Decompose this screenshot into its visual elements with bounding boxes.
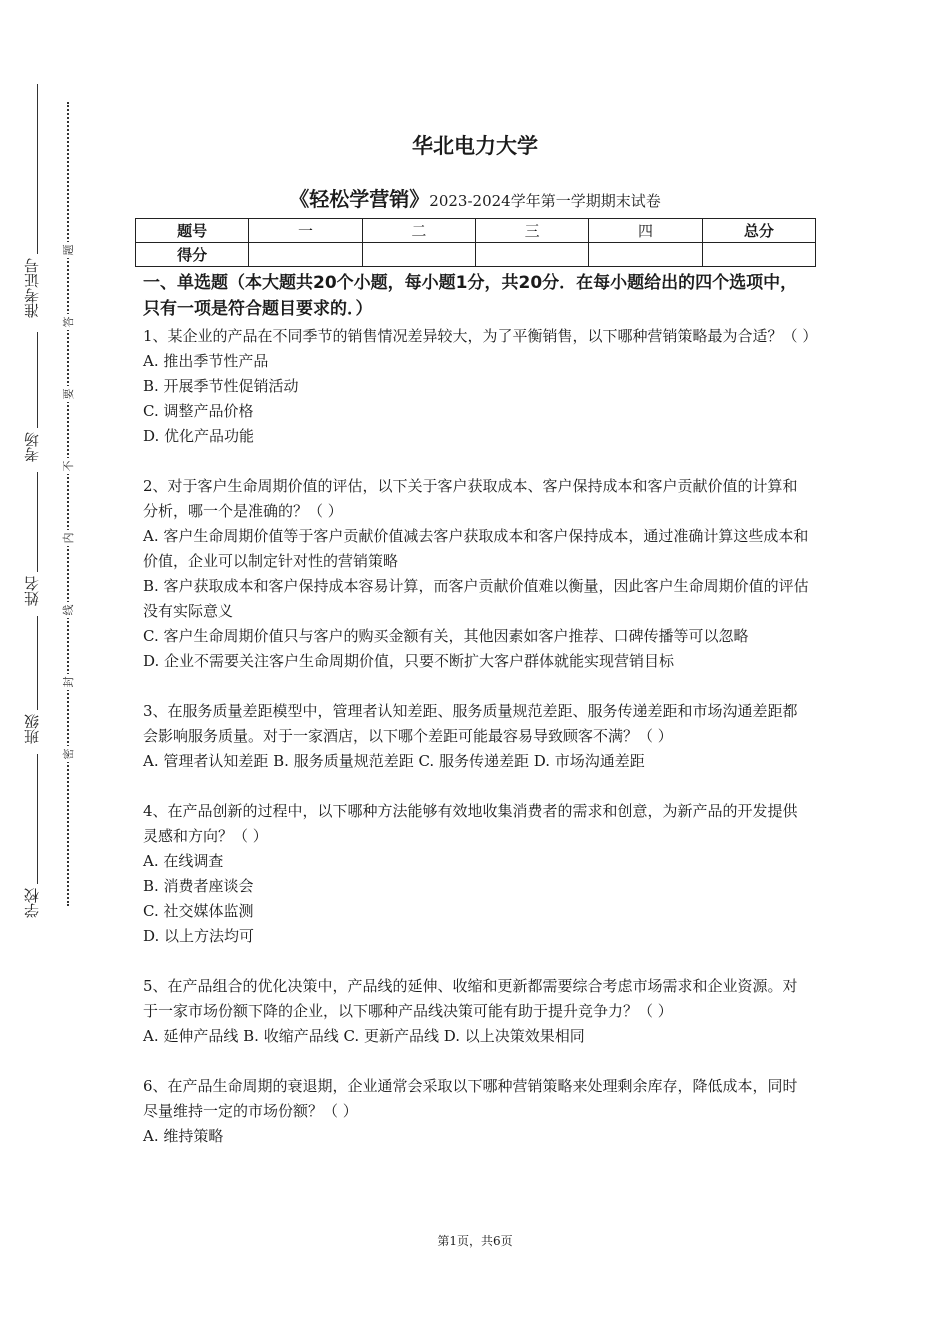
score-input-cell[interactable] bbox=[249, 243, 362, 267]
name-label-text: 姓名 bbox=[22, 576, 41, 606]
seal-dotted-line bbox=[67, 102, 69, 906]
question-option: A. 维持策略 bbox=[143, 1127, 224, 1145]
score-cell: 二 bbox=[362, 219, 475, 243]
room-label-text: 考场 bbox=[22, 432, 41, 462]
class-label bbox=[22, 714, 42, 744]
question-stem: 1、某企业的产品在不同季节的销售情况差异较大，为了平衡销售，以下哪种营销策略最为合适？（ ） bbox=[143, 327, 818, 345]
score-input-cell[interactable] bbox=[475, 243, 588, 267]
exam-term: 2023-2024学年第一学期期末试卷 bbox=[429, 192, 661, 210]
question-option: A. 在线调查 bbox=[143, 852, 224, 870]
question-option: D. 优化产品功能 bbox=[143, 427, 255, 445]
page-footer: 第1页，共6页 bbox=[437, 1234, 513, 1248]
exam-subtitle bbox=[0, 183, 950, 212]
course-name: 《轻松学营销》 bbox=[289, 187, 430, 211]
score-table bbox=[135, 218, 816, 267]
question-option: C. 客户生命周期价值只与客户的购买金额有关，其他因素如客户推荐、口碑传播等可以忽略 bbox=[143, 627, 749, 645]
spacer bbox=[143, 949, 811, 974]
seal-char: 题 bbox=[60, 242, 76, 258]
name-label bbox=[22, 576, 42, 606]
question-option: D. 以上方法均可 bbox=[143, 927, 255, 945]
question-stem: 4、在产品创新的过程中，以下哪种方法能够有效地收集消费者的需求和创意，为新产品的开发提供灵感和方向？（ ） bbox=[143, 802, 798, 845]
question-stem: 6、在产品生命周期的衰退期，企业通常会采取以下哪种营销策略来处理剩余库存，降低成本，同时尽量维持一定的市场份额？（ ） bbox=[143, 1077, 798, 1120]
question bbox=[143, 474, 811, 674]
question-stem: 3、在服务质量差距模型中，管理者认知差距、服务质量规范差距、服务传递差距和市场沟通差距都会影响服务质量。对于一家酒店，以下哪个差距可能最容易导致顾客不满？（ ） bbox=[143, 702, 798, 745]
question-option: B. 客户获取成本和客户保持成本容易计算，而客户贡献价值难以衡量，因此客户生命周期价值的评估没有实际意义 bbox=[143, 577, 809, 620]
question-option: B. 消费者座谈会 bbox=[143, 877, 254, 895]
question-stem: 5、在产品组合的优化决策中，产品线的延伸、收缩和更新都需要综合考虑市场需求和企业资源。对于一家市场份额下降的企业，以下哪种产品线决策可能有助于提升竞争力？（ ） bbox=[143, 977, 798, 1020]
binding-line bbox=[37, 472, 38, 572]
question-option: C. 社交媒体监测 bbox=[143, 902, 254, 920]
score-input-cell[interactable] bbox=[362, 243, 475, 267]
score-input-cell[interactable] bbox=[589, 243, 702, 267]
question-option: C. 调整产品价格 bbox=[143, 402, 254, 420]
question-stem: 2、对于客户生命周期价值的评估，以下关于客户获取成本、客户保持成本和客户贡献价值的计算和分析，哪一个是准确的？（ ） bbox=[143, 477, 798, 520]
question-option: A. 管理者认知差距 B. 服务质量规范差距 C. 服务传递差距 D. 市场沟通差距 bbox=[143, 752, 645, 770]
score-input-cell[interactable] bbox=[702, 243, 815, 267]
score-table-header-row bbox=[136, 219, 816, 243]
spacer bbox=[143, 1049, 811, 1074]
seal-char: 要 bbox=[60, 386, 76, 402]
score-cell: 四 bbox=[589, 219, 702, 243]
question bbox=[143, 324, 818, 449]
seal-char: 不 bbox=[60, 458, 76, 474]
question-option: D. 企业不需要关注客户生命周期价值，只要不断扩大客户群体就能实现营销目标 bbox=[143, 652, 675, 670]
binding-line bbox=[37, 332, 38, 428]
question bbox=[143, 699, 811, 774]
score-cell: 一 bbox=[249, 219, 362, 243]
school-label bbox=[22, 888, 42, 918]
exam-content bbox=[143, 270, 818, 1149]
class-label-text: 班级 bbox=[22, 714, 41, 744]
seal-char: 线 bbox=[60, 602, 76, 618]
university-title: 华北电力大学 bbox=[412, 134, 538, 158]
question-option: A. 推出季节性产品 bbox=[143, 352, 269, 370]
seal-char: 答 bbox=[60, 314, 76, 330]
seal-char: 封 bbox=[60, 674, 76, 690]
spacer bbox=[143, 774, 811, 799]
binding-line bbox=[37, 84, 38, 254]
score-cell: 得分 bbox=[136, 243, 249, 267]
score-cell: 三 bbox=[475, 219, 588, 243]
question-option: A. 延伸产品线 B. 收缩产品线 C. 更新产品线 D. 以上决策效果相同 bbox=[143, 1027, 585, 1045]
section-title: 一、单选题（本大题共20个小题，每小题1分，共20分．在每小题给出的四个选项中，只有一项是符合题目要求的．） bbox=[143, 273, 798, 319]
question-option: B. 开展季节性促销活动 bbox=[143, 377, 299, 395]
score-cell: 题号 bbox=[136, 219, 249, 243]
seal-char: 密 bbox=[60, 746, 76, 762]
room-label bbox=[22, 432, 42, 462]
seal-char: 内 bbox=[60, 530, 76, 546]
score-table-score-row bbox=[136, 243, 816, 267]
binding-line bbox=[37, 754, 38, 884]
ticket-label bbox=[22, 258, 42, 318]
question-option: A. 客户生命周期价值等于客户贡献价值减去客户获取成本和客户保持成本，通过准确计算这些成本和价值，企业可以制定针对性的营销策略 bbox=[143, 527, 809, 570]
question bbox=[143, 799, 811, 949]
score-cell: 总分 bbox=[702, 219, 815, 243]
question bbox=[143, 1074, 811, 1149]
question bbox=[143, 974, 811, 1049]
spacer bbox=[143, 449, 811, 474]
binding-line bbox=[37, 616, 38, 710]
spacer bbox=[143, 674, 811, 699]
school-label-text: 学校 bbox=[22, 888, 41, 918]
ticket-label-text: 准考证号 bbox=[22, 258, 41, 318]
